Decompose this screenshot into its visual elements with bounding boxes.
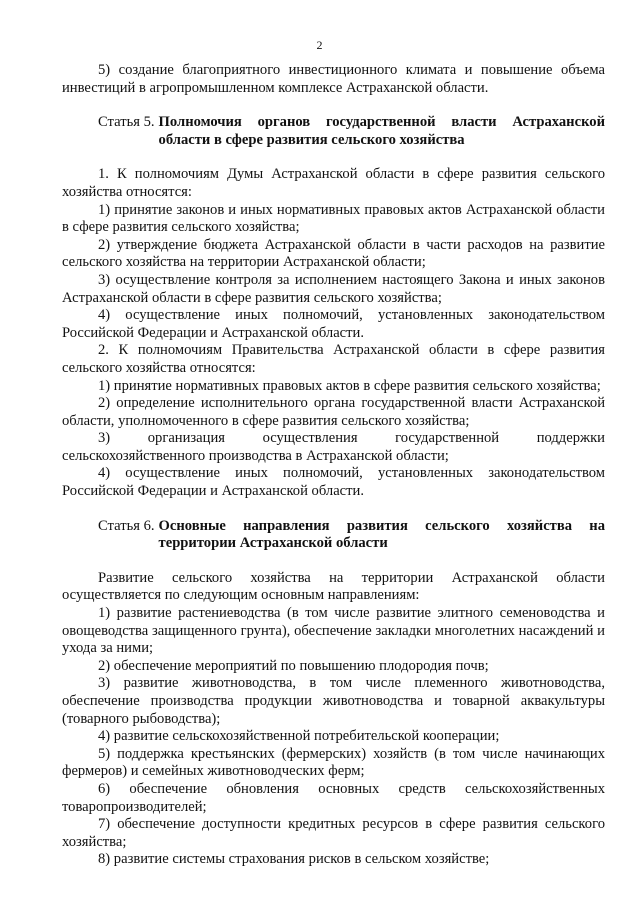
article-6-paragraph: 2) обеспечение мероприятий по повышению плодородия почв; xyxy=(98,657,489,674)
page-content xyxy=(62,62,605,869)
article-5-paragraph: 4) осуществление иных полномочий, установленных законодательством Российской Федерации и Астраханской области. xyxy=(62,465,605,500)
article-5-paragraph: 1. К полномочиям Думы Астраханской области в сфере развития сельского хозяйства относятся: xyxy=(62,166,605,200)
article-6-label: Статья 6. xyxy=(98,517,155,534)
article-5-paragraph: 2) определение исполнительного органа государственной власти Астраханской области, уполномоченного в сфере развития сельского хозяйства; xyxy=(62,395,605,429)
article-5-paragraph: 2. К полномочиям Правительства Астраханской области в сфере развития сельского хозяйства относятся: xyxy=(62,342,605,376)
article-6-paragraph: 5) поддержка крестьянских (фермерских) хозяйств (в том числе начинающих фермеров) и семейных животноводческих ферм; xyxy=(62,745,605,780)
intro-paragraph: 5) создание благоприятного инвестиционного климата и повышение объема инвестиций в агропромышленном комплексе Астраханской области. xyxy=(62,62,605,96)
article-5-paragraph: 3) организация осуществления государственной поддержки сельскохозяйственного производства в Астраханской области; xyxy=(62,430,605,464)
article-5-title: Полномочия органов государственной власти Астраханской области в сфере развития сельского хозяйства xyxy=(158,114,605,148)
article-5-paragraph: 1) принятие нормативных правовых актов в сфере развития сельского хозяйства; xyxy=(98,377,601,394)
article-5-label: Статья 5. xyxy=(98,114,155,131)
page-number: 2 xyxy=(316,38,323,52)
article-6-heading xyxy=(62,518,605,553)
article-6-paragraph: 3) развитие животноводства, в том числе племенного животноводства, обеспечение производства продукции животноводства и товарной аквакультуры (товарного рыбоводства); xyxy=(62,675,605,727)
article-6-title: Основные направления развития сельского хозяйства на территории Астраханской области xyxy=(158,517,605,552)
article-6-paragraph: 8) развитие системы страхования рисков в сельском хозяйстве; xyxy=(98,851,490,868)
article-5-paragraph: 2) утверждение бюджета Астраханской области в части расходов на развитие сельского хозяйства на территории Астраханской области; xyxy=(62,236,605,271)
article-6-paragraph: 6) обеспечение обновления основных средств сельскохозяйственных товаропроизводителей; xyxy=(62,780,605,815)
article-5-paragraph: 4) осуществление иных полномочий, установленных законодательством Российской Федерации и Астраханской области. xyxy=(62,307,605,341)
article-6-paragraph: 1) развитие растениеводства (в том числе развитие элитного семеноводства и овощеводства защищенного грунта), обеспечение закладки многолетних насаждений и ухода за ними; xyxy=(62,605,605,657)
article-5-heading xyxy=(62,114,605,149)
article-5-paragraph: 3) осуществление контроля за исполнением настоящего Закона и иных законов Астраханской области в сфере развития сельского хозяйства; xyxy=(62,271,605,306)
article-6-paragraph: 4) развитие сельскохозяйственной потребительской кооперации; xyxy=(98,728,500,745)
article-6-paragraph: Развитие сельского хозяйства на территории Астраханской области осуществляется по следующим основным направлениям: xyxy=(62,569,605,604)
article-6-paragraph: 7) обеспечение доступности кредитных ресурсов в сфере развития сельского хозяйства; xyxy=(62,816,605,850)
article-5-paragraph: 1) принятие законов и иных нормативных правовых актов Астраханской области в сфере развития сельского хозяйства; xyxy=(62,201,605,236)
